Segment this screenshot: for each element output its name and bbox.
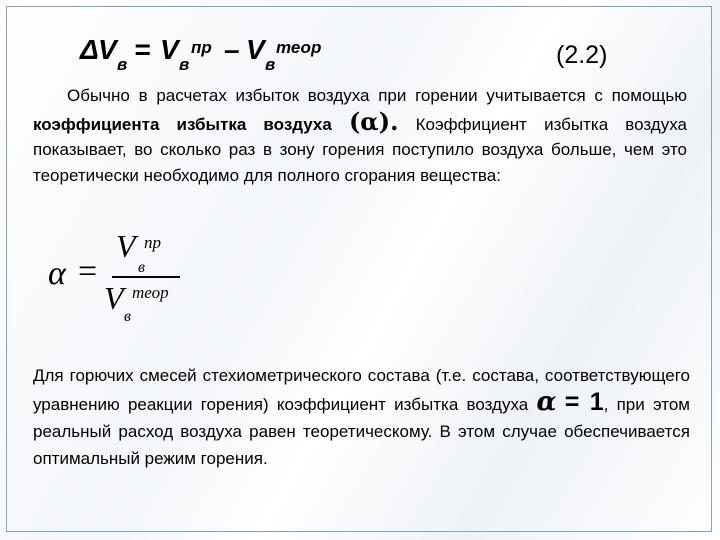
fraction-bar (112, 276, 180, 278)
equals-sign: = (78, 253, 98, 290)
superscript: теор (132, 283, 169, 302)
subscript: в (179, 55, 190, 74)
subscript: в (117, 55, 128, 74)
equation-number: (2.2) (556, 41, 608, 69)
subscript: в (124, 308, 131, 325)
bold-term: коэффициента избытка воздуха (33, 114, 332, 134)
paragraph-stoichiometric (33, 362, 690, 472)
subscript: в (265, 55, 276, 74)
alpha-symbol: α (536, 387, 557, 417)
equals-sign: = (134, 34, 151, 65)
paragraph-text: Коэффициент избытка воздуха показывает, во сколько раз в зону горения поступило воздуха больше, чем это теоретически необходимо для полного сгорания вещества: (33, 114, 687, 185)
alpha-symbol: α (48, 255, 66, 292)
superscript: пр (144, 233, 161, 252)
superscript: теор (276, 38, 322, 57)
v-symbol: V (98, 34, 117, 65)
superscript: пр (191, 38, 212, 57)
paragraph-excess-air (33, 83, 687, 188)
v-symbol: V (116, 228, 136, 264)
equals-one: = 1 (564, 388, 604, 416)
delta-symbol: Δ (80, 34, 99, 65)
paragraph-text: Для горючих смесей стехиометрического состава (т.е. состава, соответствующего уравнению реакции горения) коэффициент избытка воздуха (33, 366, 690, 414)
v-symbol: V (160, 34, 179, 65)
v-symbol: V (104, 280, 124, 316)
paragraph-text: , при этом реальный расход воздуха равен теоретическому. В этом случае обеспечивается оптимальный режим горения. (33, 395, 690, 468)
paragraph-text: Обычно в расчетах избыток воздуха при горении учитывается с помощью (67, 86, 687, 105)
minus-sign: – (224, 34, 240, 65)
alpha-symbol: (α). (348, 106, 399, 136)
v-symbol: V (246, 34, 265, 65)
subscript: в (138, 259, 145, 276)
